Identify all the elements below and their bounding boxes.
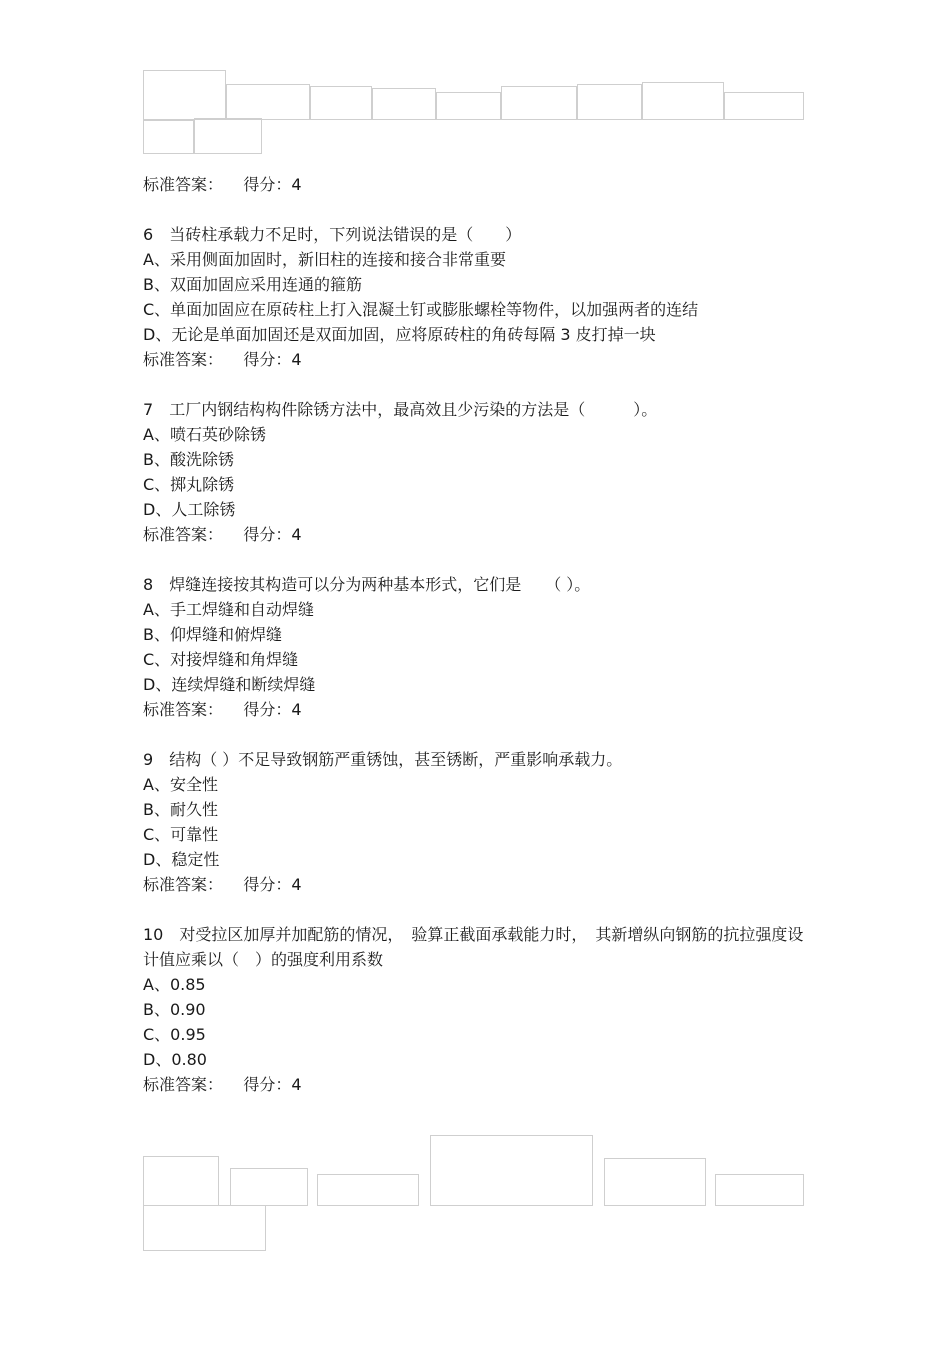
score-label: 得分： (243, 700, 292, 719)
decorative-box (230, 1168, 308, 1206)
decorative-box (317, 1174, 419, 1206)
question-stem (143, 572, 808, 597)
option: C、单面加固应在原砖柱上打入混凝土钉或膨胀螺栓等物件，以加强两者的连结 (143, 300, 699, 319)
answer-line (143, 872, 808, 897)
score-value: 4 (291, 1075, 302, 1094)
answer-label: 标准答案： (143, 875, 224, 894)
option: D、人工除锈 (143, 500, 236, 519)
question-block (143, 747, 808, 897)
option: A、喷石英砂除锈 (143, 425, 266, 444)
score-label: 得分： (243, 875, 292, 894)
decorative-box (143, 1156, 219, 1206)
score-value: 4 (291, 700, 302, 719)
decorative-box (642, 82, 724, 120)
question-number: 10 (143, 925, 164, 944)
option: C、掷丸除锈 (143, 475, 235, 494)
question-stem (143, 397, 808, 422)
score-value: 4 (291, 350, 302, 369)
answer-line (143, 697, 808, 722)
decorative-box (372, 88, 436, 120)
score-value: 4 (291, 525, 302, 544)
decorative-box (577, 84, 642, 120)
question-text: 焊缝连接按其构造可以分为两种基本形式，它们是 （ ）。 (169, 575, 591, 594)
answer-label: 标准答案： (143, 700, 224, 719)
option: D、稳定性 (143, 850, 220, 869)
option: C、可靠性 (143, 825, 219, 844)
option: B、耐久性 (143, 800, 218, 819)
score-label: 得分： (243, 1075, 292, 1094)
answer-label: 标准答案： (143, 175, 224, 194)
decorative-box (604, 1158, 706, 1206)
question-number: 6 (143, 225, 154, 244)
decorative-box (143, 120, 194, 154)
question-list (143, 172, 808, 1097)
decorative-box (724, 92, 804, 120)
question-stem (143, 222, 808, 247)
decorative-box (226, 84, 310, 120)
option: B、仰焊缝和俯焊缝 (143, 625, 282, 644)
score-value: 4 (291, 875, 302, 894)
question-text: 对受拉区加厚并加配筋的情况， 验算正截面承载能力时， 其新增纵向钢筋的抗拉强度设计值应乘以（ ）的强度利用系数 (143, 925, 804, 969)
score-label: 得分： (243, 175, 292, 194)
question-stem (143, 922, 808, 972)
decorative-box (194, 118, 262, 154)
question-number: 8 (143, 575, 154, 594)
answer-label: 标准答案： (143, 525, 224, 544)
option: D、连续焊缝和断续焊缝 (143, 675, 316, 694)
decorative-box (143, 1205, 266, 1251)
question-number: 7 (143, 400, 154, 419)
score-label: 得分： (243, 350, 292, 369)
question-text: 结构（ ）不足导致钢筋严重锈蚀，甚至锈断，严重影响承载力。 (169, 750, 623, 769)
answer-label: 标准答案： (143, 350, 224, 369)
option: A、0.85 (143, 975, 206, 994)
question-number: 9 (143, 750, 154, 769)
question-stem (143, 747, 808, 772)
answer-label: 标准答案： (143, 1075, 224, 1094)
option: D、无论是单面加固还是双面加固，应将原砖柱的角砖每隔 3 皮打掉一块 (143, 325, 656, 344)
decorative-box (715, 1174, 804, 1206)
decorative-box (310, 86, 372, 120)
answer-line (143, 1072, 808, 1097)
decorative-box (436, 92, 501, 120)
question-block (143, 397, 808, 547)
option: A、采用侧面加固时，新旧柱的连接和接合非常重要 (143, 250, 506, 269)
answer-line (143, 172, 808, 197)
option: B、酸洗除锈 (143, 450, 234, 469)
question-text: 当砖柱承载力不足时，下列说法错误的是（ ） (169, 225, 522, 244)
option: A、手工焊缝和自动焊缝 (143, 600, 314, 619)
option: D、0.80 (143, 1050, 207, 1069)
decorative-box (143, 70, 226, 120)
question-block (143, 922, 808, 1097)
decorative-box (501, 86, 577, 120)
option: C、0.95 (143, 1025, 206, 1044)
score-label: 得分： (243, 525, 292, 544)
answer-line (143, 347, 808, 372)
score-value: 4 (291, 175, 302, 194)
question-block (143, 222, 808, 372)
question-block (143, 572, 808, 722)
option: A、安全性 (143, 775, 218, 794)
option: C、对接焊缝和角焊缝 (143, 650, 299, 669)
option: B、双面加固应采用连通的箍筋 (143, 275, 362, 294)
answer-line (143, 522, 808, 547)
decorative-box (430, 1135, 593, 1206)
option: B、0.90 (143, 1000, 206, 1019)
question-text: 工厂内钢结构构件除锈方法中，最高效且少污染的方法是（ ）。 (169, 400, 658, 419)
